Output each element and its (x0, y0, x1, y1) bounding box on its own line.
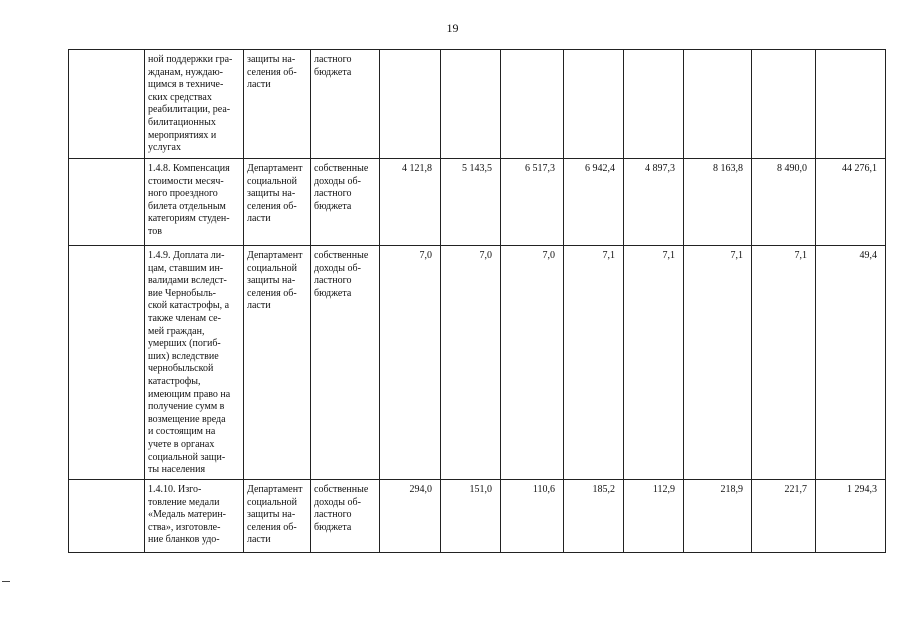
year-value-cell: 6 942,4 (564, 159, 624, 246)
year-value-cell: 6 517,3 (501, 159, 564, 246)
margin-mark (2, 581, 10, 582)
funding-source-cell: собственные доходы об- ластного бюджета (311, 246, 380, 480)
activity-cell: 1.4.9. Доплата ли- цам, ставшим ин- валидами вследст- вие Чернобыль- ской катастрофы, а также членам се- мей граждан, умерших (погиб- ших) вследствие чернобыльской катастрофы, имеющим право на получение сумм в возмещение вреда и состоящим на учете в органах социальной защи- ты населения (145, 246, 244, 480)
year-value-cell: 294,0 (380, 480, 441, 553)
number-cell (69, 159, 145, 246)
funding-source-cell: ластного бюджета (311, 50, 380, 159)
year-value-cell: 4 897,3 (624, 159, 684, 246)
year-value-cell: 185,2 (564, 480, 624, 553)
table-row (69, 50, 886, 159)
year-value-cell (501, 50, 564, 159)
year-value-cell: 7,0 (380, 246, 441, 480)
year-value-cell: 7,0 (501, 246, 564, 480)
year-value-cell (624, 50, 684, 159)
funding-source-cell: собственные доходы об- ластного бюджета (311, 159, 380, 246)
year-value-cell: 151,0 (441, 480, 501, 553)
year-value-cell (752, 50, 816, 159)
table-row (69, 159, 886, 246)
executor-cell: Департамент социальной защиты на- селения об- ласти (244, 246, 311, 480)
total-cell: 49,4 (816, 246, 886, 480)
year-value-cell: 8 490,0 (752, 159, 816, 246)
total-cell (816, 50, 886, 159)
page-number: 19 (446, 21, 459, 35)
table-row (69, 480, 886, 553)
total-cell: 44 276,1 (816, 159, 886, 246)
year-value-cell: 4 121,8 (380, 159, 441, 246)
year-value-cell: 7,1 (624, 246, 684, 480)
year-value-cell: 7,1 (684, 246, 752, 480)
year-value-cell: 7,1 (564, 246, 624, 480)
year-value-cell (684, 50, 752, 159)
table-row (69, 246, 886, 480)
activity-cell: 1.4.10. Изго- товление медали «Медаль материн- ства», изготовле- ние бланков удо- (145, 480, 244, 553)
year-value-cell: 110,6 (501, 480, 564, 553)
year-value-cell: 7,1 (752, 246, 816, 480)
number-cell (69, 480, 145, 553)
year-value-cell: 8 163,8 (684, 159, 752, 246)
executor-cell: Департамент социальной защиты на- селения об- ласти (244, 480, 311, 553)
year-value-cell: 112,9 (624, 480, 684, 553)
year-value-cell: 7,0 (441, 246, 501, 480)
year-value-cell (441, 50, 501, 159)
number-cell (69, 50, 145, 159)
executor-cell: Департамент социальной защиты на- селения об- ласти (244, 159, 311, 246)
year-value-cell: 218,9 (684, 480, 752, 553)
executor-cell: защиты на- селения об- ласти (244, 50, 311, 159)
year-value-cell: 221,7 (752, 480, 816, 553)
year-value-cell (380, 50, 441, 159)
year-value-cell (564, 50, 624, 159)
number-cell (69, 246, 145, 480)
year-value-cell: 5 143,5 (441, 159, 501, 246)
activity-cell: ной поддержки гра- жданам, нуждаю- щимся в техниче- ских средствах реабилитации, реа- билитационных мероприятиях и услугах (145, 50, 244, 159)
total-cell: 1 294,3 (816, 480, 886, 553)
activity-cell: 1.4.8. Компенсация стоимости месяч- ного проездного билета отдельным категориям студен- тов (145, 159, 244, 246)
funding-source-cell: собственные доходы об- ластного бюджета (311, 480, 380, 553)
budget-table (68, 49, 886, 553)
